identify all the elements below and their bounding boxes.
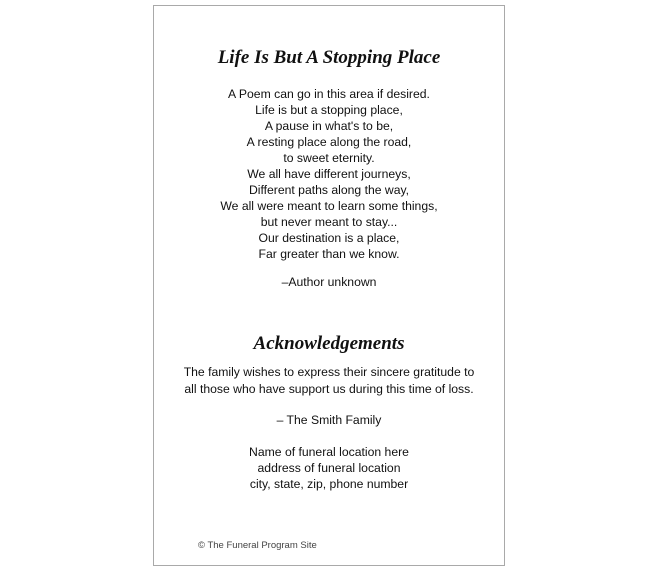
poem-line: but never meant to stay... bbox=[260, 215, 398, 229]
location-name: Name of funeral location here bbox=[249, 445, 409, 459]
location-city-line: city, state, zip, phone number bbox=[249, 477, 409, 491]
poem-title: Life Is But A Stopping Place bbox=[217, 47, 441, 68]
poem-line: to sweet eternity. bbox=[283, 151, 375, 165]
acknowledgements-text bbox=[154, 364, 504, 398]
acknowledgements-title: Acknowledgements bbox=[253, 333, 405, 354]
poem-author: –Author unknown bbox=[281, 275, 377, 289]
family-signoff: – The Smith Family bbox=[276, 413, 382, 427]
poem-line: A Poem can go in this area if desired. bbox=[228, 87, 430, 101]
acknowledgements-line: The family wishes to express their sincere gratitude to bbox=[183, 365, 475, 379]
funeral-location bbox=[154, 444, 504, 492]
poem-line: We all have different journeys, bbox=[247, 167, 411, 181]
location-address: address of funeral location bbox=[257, 461, 401, 475]
poem-line: A resting place along the road, bbox=[246, 135, 412, 149]
poem-line: Life is but a stopping place, bbox=[255, 103, 403, 117]
poem-text bbox=[154, 86, 504, 262]
poem-line: We all were meant to learn some things, bbox=[220, 199, 438, 213]
poem-line: Our destination is a place, bbox=[258, 231, 400, 245]
copyright-footer: © The Funeral Program Site bbox=[198, 540, 317, 551]
poem-line: Far greater than we know. bbox=[258, 247, 400, 261]
poem-line: Different paths along the way, bbox=[248, 183, 410, 197]
acknowledgements-line: all those who have support us during this time of loss. bbox=[184, 382, 474, 396]
poem-line: A pause in what's to be, bbox=[264, 119, 394, 133]
program-page bbox=[153, 5, 505, 566]
